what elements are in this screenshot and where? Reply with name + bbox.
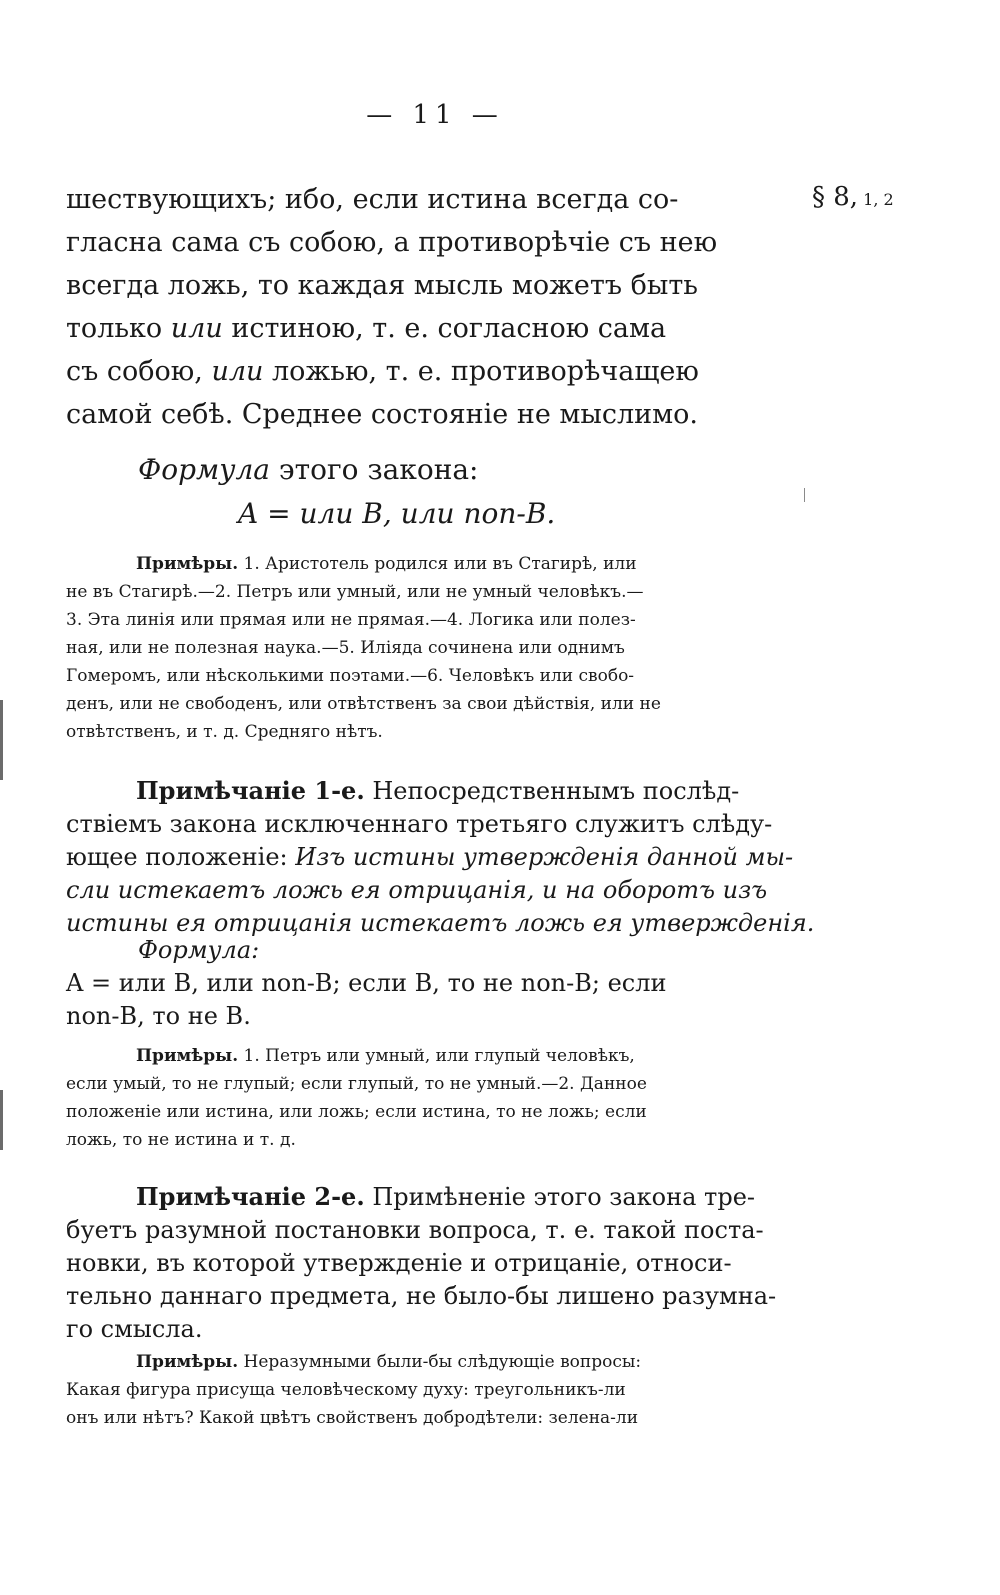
scan-speck (804, 488, 805, 502)
text-line: гласна сама съ собою, а противорѣчіе съ нею (66, 227, 718, 258)
examples-label: Примѣры. (136, 1046, 239, 1066)
text-line: съ собою, или ложью, т. е. противорѣчащею (66, 356, 699, 387)
examples-block-2 (66, 1042, 810, 1154)
formula-label (66, 448, 882, 492)
text-line: го смысла. (66, 1315, 203, 1343)
examples-label: Примѣры. (136, 1352, 239, 1372)
note-label: Примѣчаніе 2-е. (136, 1182, 365, 1211)
paragraph-excluded-middle (66, 178, 810, 436)
margin-section-main: § 8, (812, 182, 859, 212)
text-line: только или истиною, т. е. согласною сама (66, 313, 667, 344)
text-line: non-B, то не B. (66, 1002, 251, 1030)
margin-section-sub: 1, 2 (858, 190, 894, 209)
text-line: тельно даннаго предмета, не было-бы лишено разумна- (66, 1282, 777, 1310)
formula-label-rest: этого закона: (270, 453, 479, 486)
text-line: Примѣчаніе 2-е. Примѣненіе этого закона тре- (136, 1182, 756, 1211)
page-number: — 11 — (366, 100, 504, 130)
note-label: Примѣчаніе 1-е. (136, 776, 365, 805)
text-line: Примѣры. 1. Петръ или умный, или глупый человѣкъ, (136, 1046, 635, 1066)
italic-word: или (170, 313, 223, 344)
text-line: Примѣры. Неразумными были-бы слѣдующіе вопросы: (136, 1352, 642, 1372)
margin-section-reference (812, 182, 894, 212)
text-line: всегда ложь, то каждая мысль можетъ быть (66, 270, 698, 301)
note-2 (66, 1180, 810, 1346)
note-1 (66, 774, 815, 940)
text-line: положеніе или истина, или ложь; если истина, то не ложь; если (66, 1102, 647, 1122)
text-line: денъ, или не свободенъ, или отвѣтственъ за свои дѣйствія, или не (66, 694, 661, 714)
text-line: Гомеромъ, или нѣсколькими поэтами.—6. Человѣкъ или свобо- (66, 666, 635, 686)
text-line: 3. Эта линія или прямая или не прямая.—4. Логика или полез- (66, 610, 636, 630)
text-line: не въ Стагирѣ.—2. Петръ или умный, или не умный человѣкъ.— (66, 582, 644, 602)
formula-label-italic: Формула (138, 453, 271, 486)
text-line: отвѣтственъ, и т. д. Средняго нѣтъ. (66, 722, 383, 742)
text-line: ложь, то не истина и т. д. (66, 1130, 296, 1150)
text-line: Примѣры. 1. Аристотель родился или въ Стагирѣ, или (136, 554, 637, 574)
text-line: Примѣчаніе 1-е. Непосредственнымъ послѣд- (136, 776, 740, 805)
examples-block-1 (66, 550, 810, 746)
formula-2-label: Формула: (138, 936, 260, 964)
formula-2 (66, 934, 810, 1033)
text-line: Какая фигура присуща человѣческому духу: треугольникъ-ли (66, 1380, 626, 1400)
formula-expression: A = или B, или non-B. (238, 497, 556, 530)
text-line: истины ея отрицанія истекаетъ ложь ея утвержденія. (66, 909, 815, 937)
text-line: буетъ разумной постановки вопроса, т. е. такой поста- (66, 1216, 764, 1244)
text-line: новки, въ которой утвержденіе и отрицаніе, относи- (66, 1249, 732, 1277)
text-line: онъ или нѣтъ? Какой цвѣтъ свойственъ добродѣтели: зелена-ли (66, 1408, 639, 1428)
scan-edge-mark (0, 700, 3, 780)
text-line: сли истекаетъ ложь ея отрицанія, и на оборотъ изъ (66, 876, 768, 904)
examples-block-3 (66, 1348, 810, 1432)
text-line: ная, или не полезная наука.—5. Иліяда сочинена или однимъ (66, 638, 625, 658)
text-line: A = или B, или non-B; если B, то не non-B; если (66, 969, 667, 997)
text-line: ющее положеніе: Изъ истины утвержденія данной мы- (66, 843, 794, 871)
text-line: ствіемъ закона исключеннаго третьяго служитъ слѣду- (66, 810, 773, 838)
text-line: самой себѣ. Среднее состояніе не мыслимо. (66, 399, 699, 430)
text-line: шествующихъ; ибо, если истина всегда со- (66, 184, 679, 215)
text-line: если умый, то не глупый; если глупый, то не умный.—2. Данное (66, 1074, 647, 1094)
examples-label: Примѣры. (136, 554, 239, 574)
scan-edge-mark (0, 1090, 3, 1150)
italic-word: или (211, 356, 264, 387)
